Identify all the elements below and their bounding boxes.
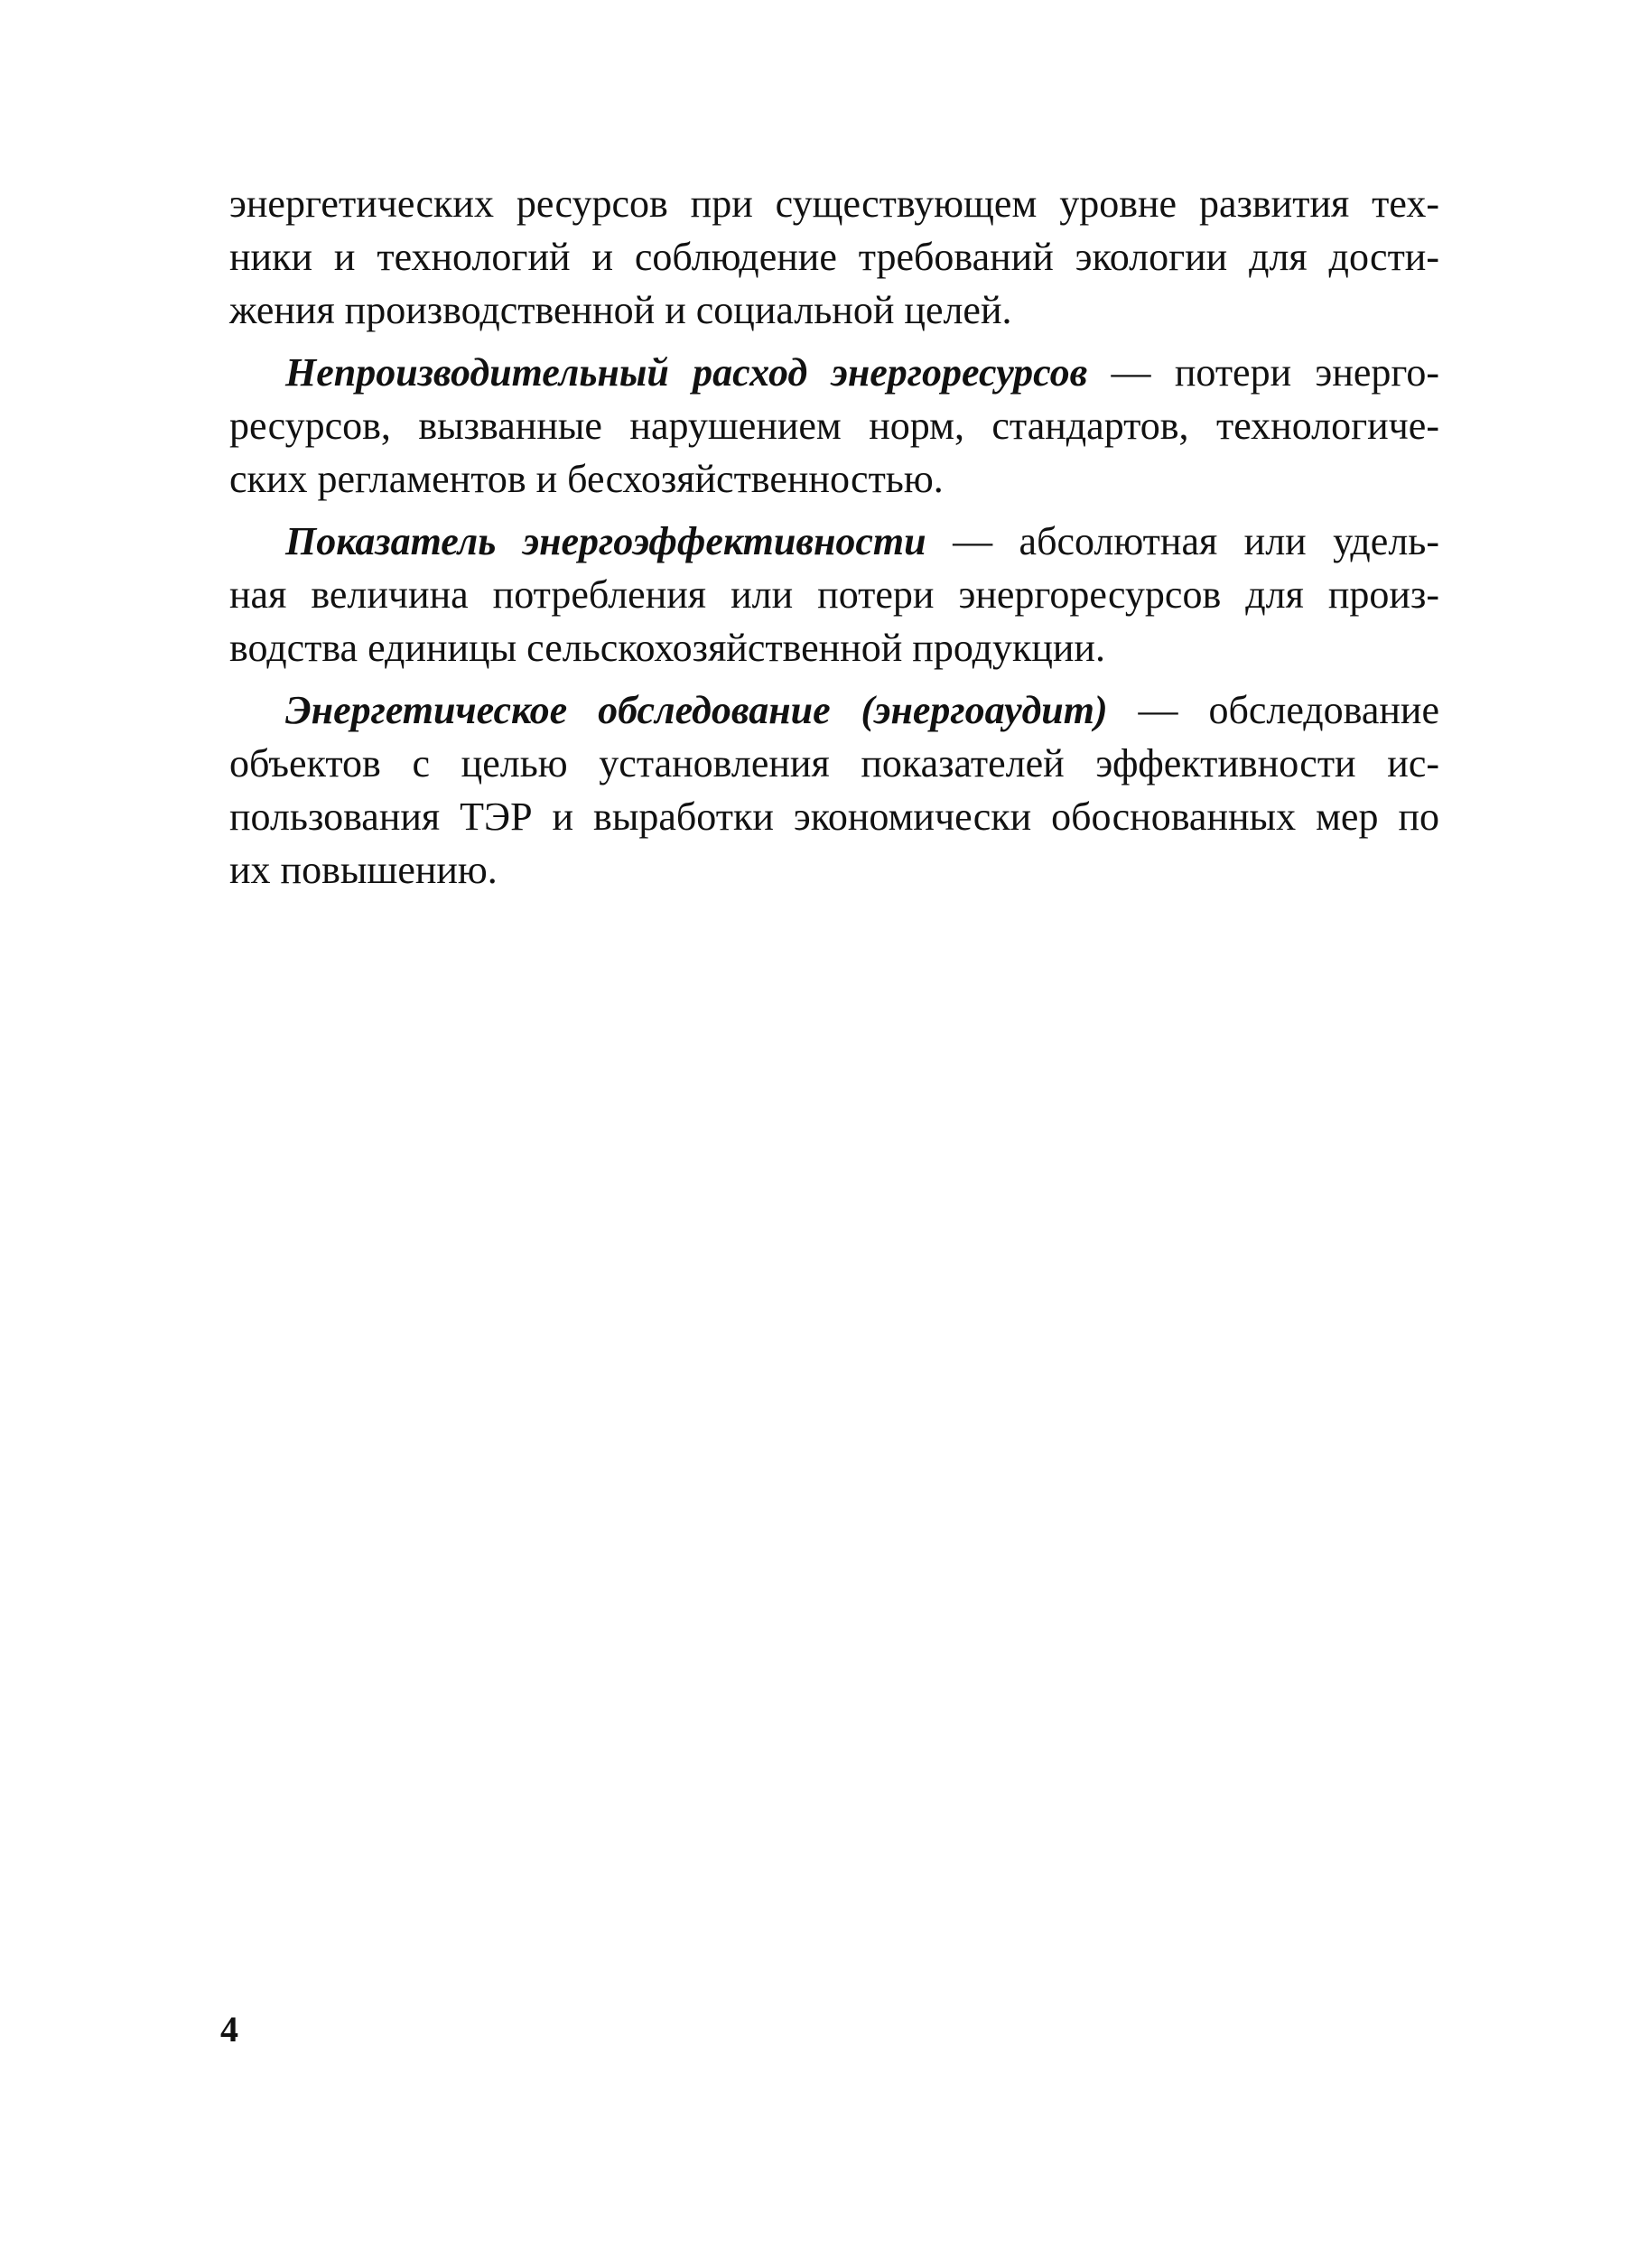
text-line bbox=[229, 515, 1439, 568]
text-line: энергетических ресурсов при существующем уровне развития тех- bbox=[229, 181, 1439, 226]
definition-text: — обследование bbox=[1107, 688, 1440, 732]
definition-text: — абсолютная или удель- bbox=[926, 519, 1439, 563]
text-line: водства единицы сельскохозяйственной продукции. bbox=[229, 626, 1105, 670]
text-line: ники и технологий и соблюдение требований экологии для дости- bbox=[229, 235, 1439, 279]
definition-paragraph bbox=[229, 515, 1439, 674]
defined-term: Показатель энергоэффективности bbox=[285, 519, 926, 563]
definition-paragraph bbox=[229, 346, 1439, 506]
definition-text: — потери энерго- bbox=[1087, 350, 1439, 395]
text-line: ских регламентов и бесхозяйственностью. bbox=[229, 457, 944, 501]
text-line: пользования ТЭР и выработки экономически обоснованных мер по bbox=[229, 795, 1439, 839]
text-line: жения производственной и социальной целей. bbox=[229, 288, 1012, 332]
text-line bbox=[229, 683, 1439, 737]
defined-term: Непроизводительный расход энергоресурсов bbox=[285, 350, 1088, 395]
definition-paragraph bbox=[229, 683, 1439, 897]
defined-term: Энергетическое обследование (энергоаудит) bbox=[285, 688, 1108, 732]
text-line: объектов с целью установления показателей эффективности ис- bbox=[229, 741, 1439, 785]
page-number: 4 bbox=[220, 2009, 238, 2050]
body-text bbox=[229, 177, 1439, 897]
text-line bbox=[229, 346, 1439, 399]
text-line: ная величина потребления или потери энергоресурсов для произ- bbox=[229, 572, 1439, 617]
paragraph-continuation bbox=[229, 177, 1439, 337]
text-line: ресурсов, вызванные нарушением норм, стандартов, технологиче- bbox=[229, 404, 1439, 448]
text-line: их повышению. bbox=[229, 848, 498, 892]
